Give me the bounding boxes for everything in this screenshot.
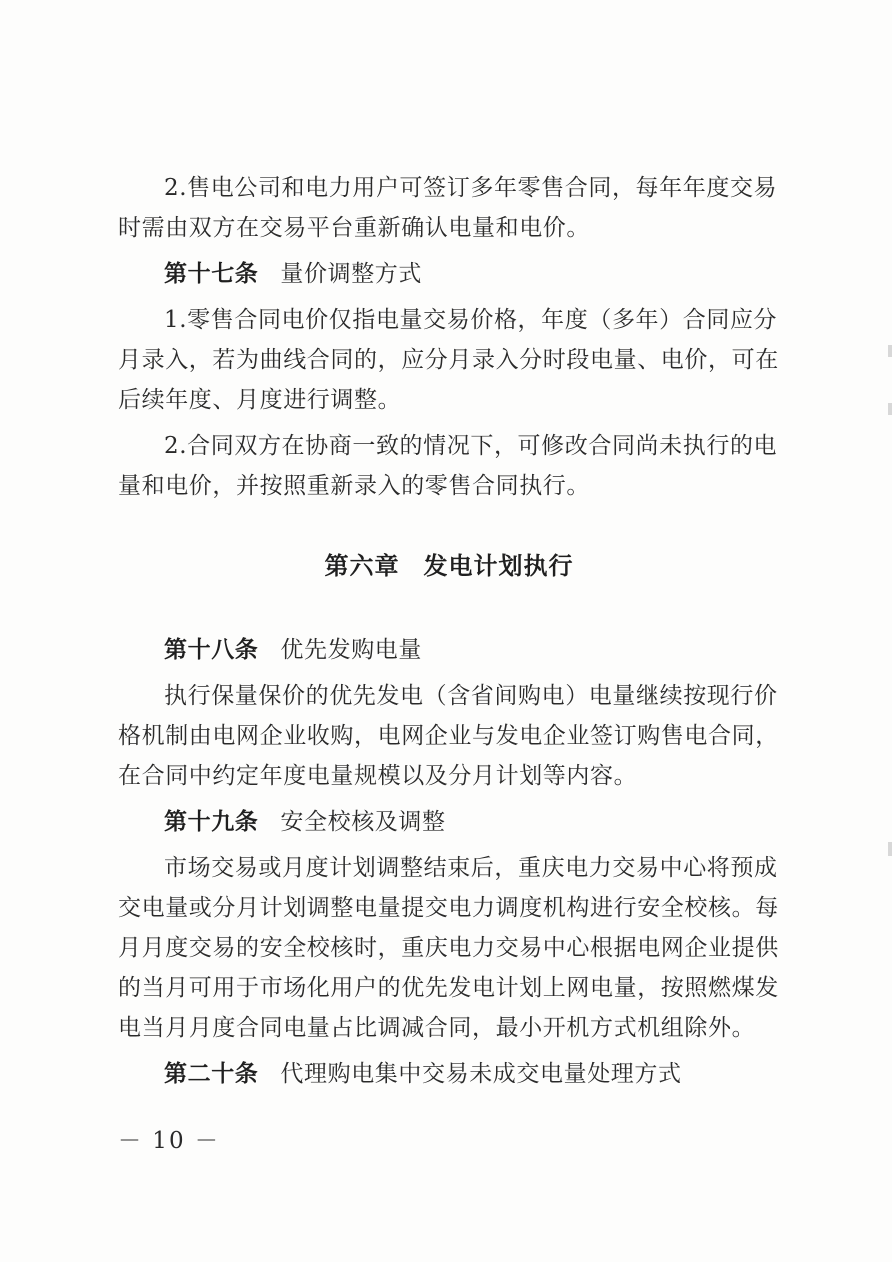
paragraph-line: 1.零售合同电价仅指电量交易价格，年度（多年）合同应分 (164, 307, 778, 333)
paragraph-line: 交电量或分月计划调整电量提交电力调度机构进行安全校核。每 (118, 895, 779, 921)
paragraph-line: 量和电价，并按照重新录入的零售合同执行。 (118, 473, 590, 499)
article-19-name: 安全校核及调整 (280, 809, 446, 835)
chapter-title: 发电计划执行 (423, 551, 574, 580)
paragraph-line: 的当月可用于市场化用户的优先发电计划上网电量，按照燃煤发 (118, 975, 779, 1001)
paragraph-line: 电当月月度合同电量占比调减合同，最小开机方式机组除外。 (118, 1015, 756, 1041)
article-20-heading (118, 1054, 780, 1094)
paragraph-line: 执行保量保价的优先发电（含省间购电）电量继续按现行价 (164, 683, 778, 709)
article-20-label: 第二十条 (164, 1060, 259, 1087)
paragraph-line: 2.合同双方在协商一致的情况下，可修改合同尚未执行的电 (164, 433, 778, 459)
chapter-number: 第六章 (324, 551, 400, 580)
scan-edge-mark (888, 345, 892, 357)
paragraph-line: 格机制由电网企业收购，电网企业与发电企业签订购售电合同， (118, 723, 779, 749)
article-18-heading (118, 630, 780, 670)
document-body (118, 168, 780, 1094)
paragraph-line: 市场交易或月度计划调整结束后，重庆电力交易中心将预成 (164, 855, 778, 881)
paragraph-line: 在合同中约定年度电量规模以及分月计划等内容。 (118, 763, 638, 789)
article-18-name: 优先发购电量 (280, 637, 423, 663)
paragraph-line: 月月度交易的安全校核时，重庆电力交易中心根据电网企业提供 (118, 935, 779, 961)
chapter-heading (118, 536, 780, 596)
article-17-heading (118, 254, 780, 294)
paragraph-line: 月录入，若为曲线合同的，应分月录入分时段电量、电价，可在 (118, 347, 779, 373)
paragraph-line: 2.售电公司和电力用户可签订多年零售合同，每年年度交易 (164, 175, 778, 201)
paragraph-line: 后续年度、月度进行调整。 (118, 387, 402, 413)
article-17-name: 量价调整方式 (280, 261, 423, 287)
article-20-name: 代理购电集中交易未成交电量处理方式 (280, 1061, 682, 1087)
page-number: － 10 － (118, 1128, 220, 1154)
article-19-label: 第十九条 (164, 808, 259, 835)
scan-edge-mark (888, 403, 892, 415)
article-17-label: 第十七条 (164, 260, 259, 287)
article-19-heading (118, 802, 780, 842)
scan-edge-mark (888, 842, 892, 856)
article-18-label: 第十八条 (164, 636, 259, 663)
paragraph-line: 时需由双方在交易平台重新确认电量和电价。 (118, 215, 590, 241)
